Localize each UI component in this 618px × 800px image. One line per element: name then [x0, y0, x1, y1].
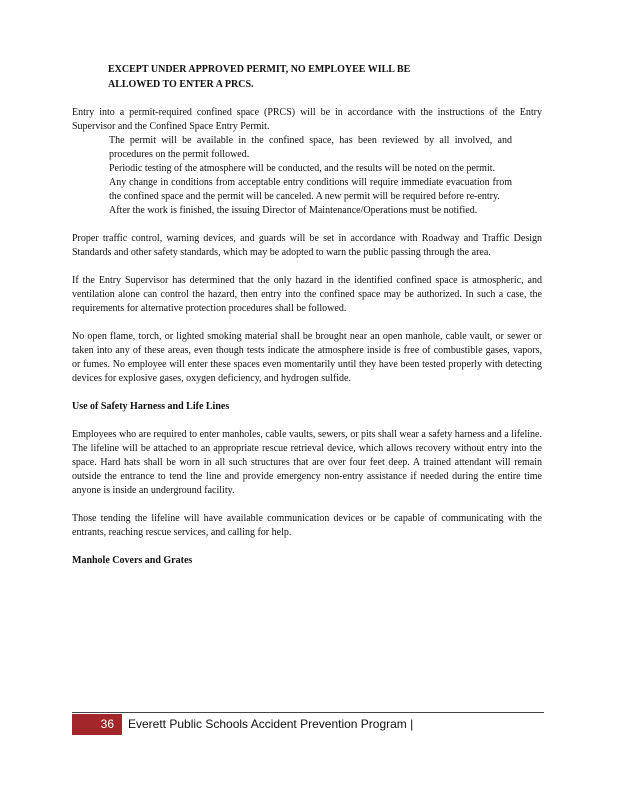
atmospheric-hazard-paragraph: If the Entry Supervisor has determined that the only hazard in the identified confined space is atmospheric, and ventilation alone can control the hazard, then entry into the confined space may be authorized. In such a case, the requirements for alternative protection procedures shall be followed.: [72, 275, 542, 314]
page-footer: [72, 713, 413, 735]
document-body: [72, 62, 542, 582]
heading-line-1: EXCEPT UNDER APPROVED PERMIT, NO EMPLOYEE WILL BE: [108, 64, 411, 75]
footer-title: Everett Public Schools Accident Prevention Program |: [128, 717, 414, 731]
safety-harness-section-title: Use of Safety Harness and Life Lines: [72, 401, 230, 412]
safety-harness-paragraph: Employees who are required to enter manholes, cable vaults, sewers, or pits shall wear a safety harness and a lifeline. The lifeline will be attached to an appropriate rescue retrieval device, which allows recovery without entry into the space. Hard hats shall be worn in all such structures that are over four feet deep. A trained attendant will remain outside the entrance to tend the line and provide emergency non-entry assistance if needed during the entire time anyone is inside an underground facility.: [72, 429, 542, 496]
list-item-text: Periodic testing of the atmosphere will be conducted, and the results will be noted on the permit.: [109, 163, 496, 174]
list-item: [72, 162, 512, 176]
open-flame-paragraph: No open flame, torch, or lighted smoking material shall be brought near an open manhole, cable vault, or sewer or taken into any of these areas, even though tests indicate the atmosphere inside is free of combustible gases, vapors, or fumes. No employee will enter these spaces even momentarily until they have been tested properly with detecting devices for explosive gases, oxygen deficiency, and hydrogen sulfide.: [72, 331, 542, 384]
permit-warning-heading: [108, 62, 506, 92]
manhole-covers-section-title: Manhole Covers and Grates: [72, 555, 193, 566]
list-item-text: Any change in conditions from acceptable entry conditions will require immediate evacuation from the confined space and the permit will be canceled. A new permit will be required before re-entry.: [109, 177, 512, 202]
lifeline-tending-paragraph: Those tending the lifeline will have available communication devices or be capable of communicating with the entrants, reaching rescue services, and calling for help.: [72, 513, 542, 538]
page-number-badge: 36: [72, 714, 122, 735]
list-item-text: The permit will be available in the confined space, has been reviewed by all involved, and procedures on the permit followed.: [109, 135, 512, 160]
permit-bullet-list: [72, 134, 542, 218]
list-item-text: After the work is finished, the issuing Director of Maintenance/Operations must be notified.: [109, 205, 478, 216]
list-item: [72, 176, 512, 204]
traffic-control-paragraph: Proper traffic control, warning devices, and guards will be set in accordance with Roadway and Traffic Design Standards and other safety standards, which may be adopted to warn the public passing through the area.: [72, 233, 542, 258]
entry-intro-paragraph: Entry into a permit-required confined space (PRCS) will be in accordance with the instructions of the Entry Supervisor and the Confined Space Entry Permit.: [72, 107, 542, 132]
list-item: [72, 134, 512, 162]
heading-line-2: ALLOWED TO ENTER A PRCS.: [108, 79, 254, 90]
list-item: [72, 204, 512, 218]
